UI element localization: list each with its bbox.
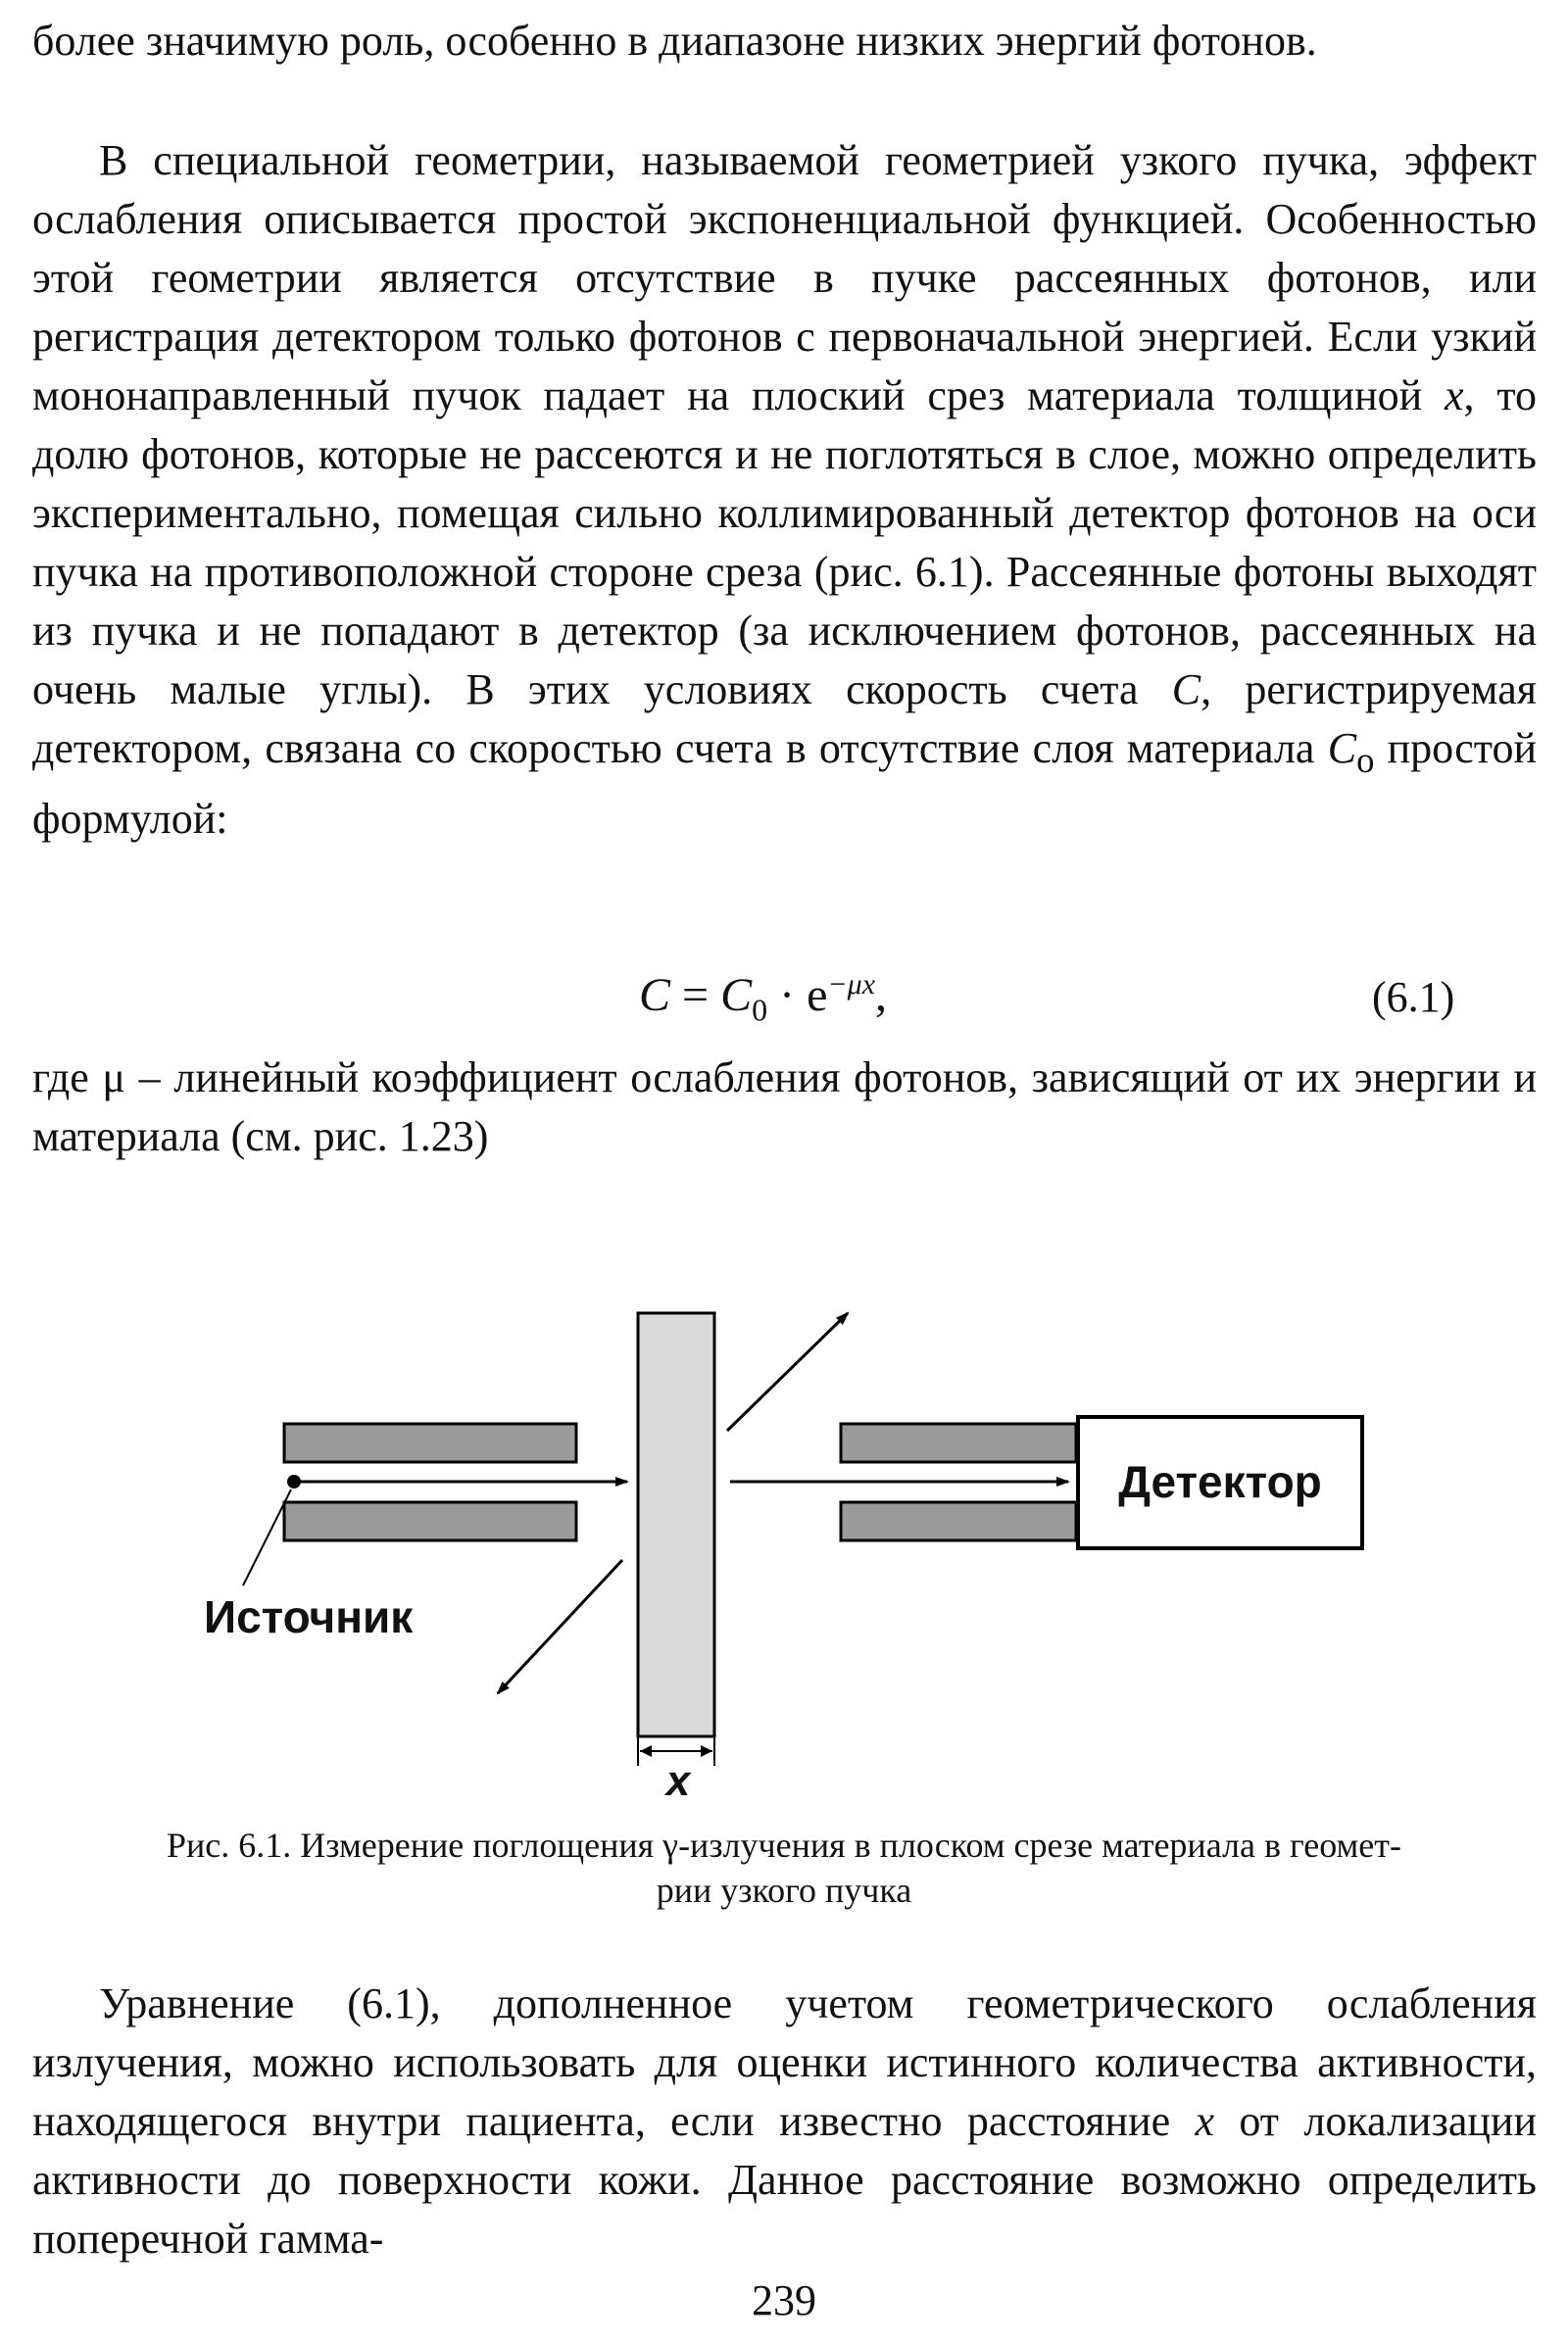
dimension-arrow-right bbox=[701, 1745, 712, 1757]
paragraph-after-formula-text: где μ – линейный коэффициент ослабления фотонов, зависящий от их энергии и материала (см. рис. 1.23) bbox=[32, 1053, 1537, 1160]
detector-collimator-bottom bbox=[841, 1502, 1076, 1540]
source-collimator-top bbox=[284, 1424, 576, 1462]
page-number: 239 bbox=[752, 2276, 816, 2324]
paragraph-2-part-1: В специальной геометрии, называемой геометрией узкого пучка, эффект ослабления описывается простой экспоненциальной функцией. Особенностью этой геометрии является отсутствие в пучке рассеянных фотонов, или регистрация детектором только фотонов с первоначальной энергией. Если узкий мононаправленный пучок падает на плоский срез материала толщиной bbox=[32, 136, 1537, 419]
variable-c: C bbox=[1171, 665, 1201, 713]
formula-comma: , bbox=[875, 969, 888, 1021]
paragraph-2-part-3: , регистрируемая детектором, связана со скоростью счета в отсутствие слоя материала bbox=[32, 665, 1537, 772]
detector-collimator-top bbox=[841, 1424, 1076, 1462]
formula-c: C bbox=[720, 969, 753, 1021]
paragraph-bottom bbox=[32, 1975, 1537, 2269]
scattered-photon-down-arrow bbox=[498, 1560, 622, 1693]
source-collimator-bottom bbox=[284, 1502, 576, 1540]
formula-6-1 bbox=[0, 968, 1568, 1037]
paragraph-1 bbox=[32, 12, 1537, 71]
formula-number: (6.1) bbox=[1372, 973, 1455, 1021]
paragraph-2-part-2: , то долю фотонов, которые не рассеются и не поглотяться в слое, можно определить экспериментально, помещая сильно коллимированный детектор фотонов на оси пучка на противоположной стороне среза (рис. 6.1). Рассеянные фотоны выходят из пучка и не попадают в детектор (за исключением фотонов, рассеянных на очень малые углы). В этих условиях скорость счета bbox=[32, 371, 1537, 713]
paragraph-2-part-4: простой формулой: bbox=[32, 724, 1538, 843]
variable-x: x bbox=[1445, 371, 1464, 419]
variable-x-bottom: x bbox=[1195, 2097, 1215, 2145]
paragraph-bottom-part-2: от локализации активности до поверхности кожи. Данное расстояние возможно определить поперечной гамма- bbox=[32, 2097, 1537, 2263]
figure-caption-line-2: рии узкого пучка bbox=[656, 1871, 912, 1910]
variable-c0: C bbox=[1327, 724, 1357, 772]
paragraph-bottom-part-1: Уравнение (6.1), дополненное учетом геометрического ослабления излучения, можно использовать для оценки истинного количества активности, находящегося внутри пациента, если известно расстояние bbox=[32, 1979, 1537, 2145]
formula-exponent: −μx bbox=[827, 968, 876, 1000]
detector-label: Детектор bbox=[1118, 1456, 1322, 1507]
paragraph-bottom-text bbox=[32, 1975, 1537, 2269]
scattered-photon-up-arrow bbox=[727, 1313, 848, 1431]
paragraph-2 bbox=[32, 131, 1537, 849]
formula-lhs: C bbox=[639, 969, 671, 1021]
figure-6-1 bbox=[0, 1284, 1568, 1813]
formula-exp-base: · e bbox=[767, 969, 828, 1021]
paragraph-1-text: более значимую роль, особенно в диапазоне низких энергий фотонов. bbox=[32, 17, 1317, 65]
source-label: Источник bbox=[204, 1591, 414, 1642]
formula-c-subscript: 0 bbox=[752, 992, 768, 1028]
figure-diagram bbox=[0, 1284, 1568, 1813]
paragraph-after-formula bbox=[32, 1049, 1537, 1166]
variable-c0-subscript: o bbox=[1356, 739, 1375, 780]
dimension-arrow-left bbox=[640, 1745, 652, 1757]
paragraph-2-text bbox=[32, 131, 1537, 849]
figure-caption-line-1: Рис. 6.1. Измерение поглощения γ-излучения в плоском срезе материала в геомет- bbox=[166, 1826, 1402, 1865]
thickness-label: x bbox=[665, 1757, 691, 1805]
formula-equals: = bbox=[670, 969, 721, 1021]
figure-caption bbox=[78, 1823, 1490, 1913]
material-slab bbox=[638, 1313, 714, 1736]
formula-expression bbox=[639, 968, 887, 1029]
